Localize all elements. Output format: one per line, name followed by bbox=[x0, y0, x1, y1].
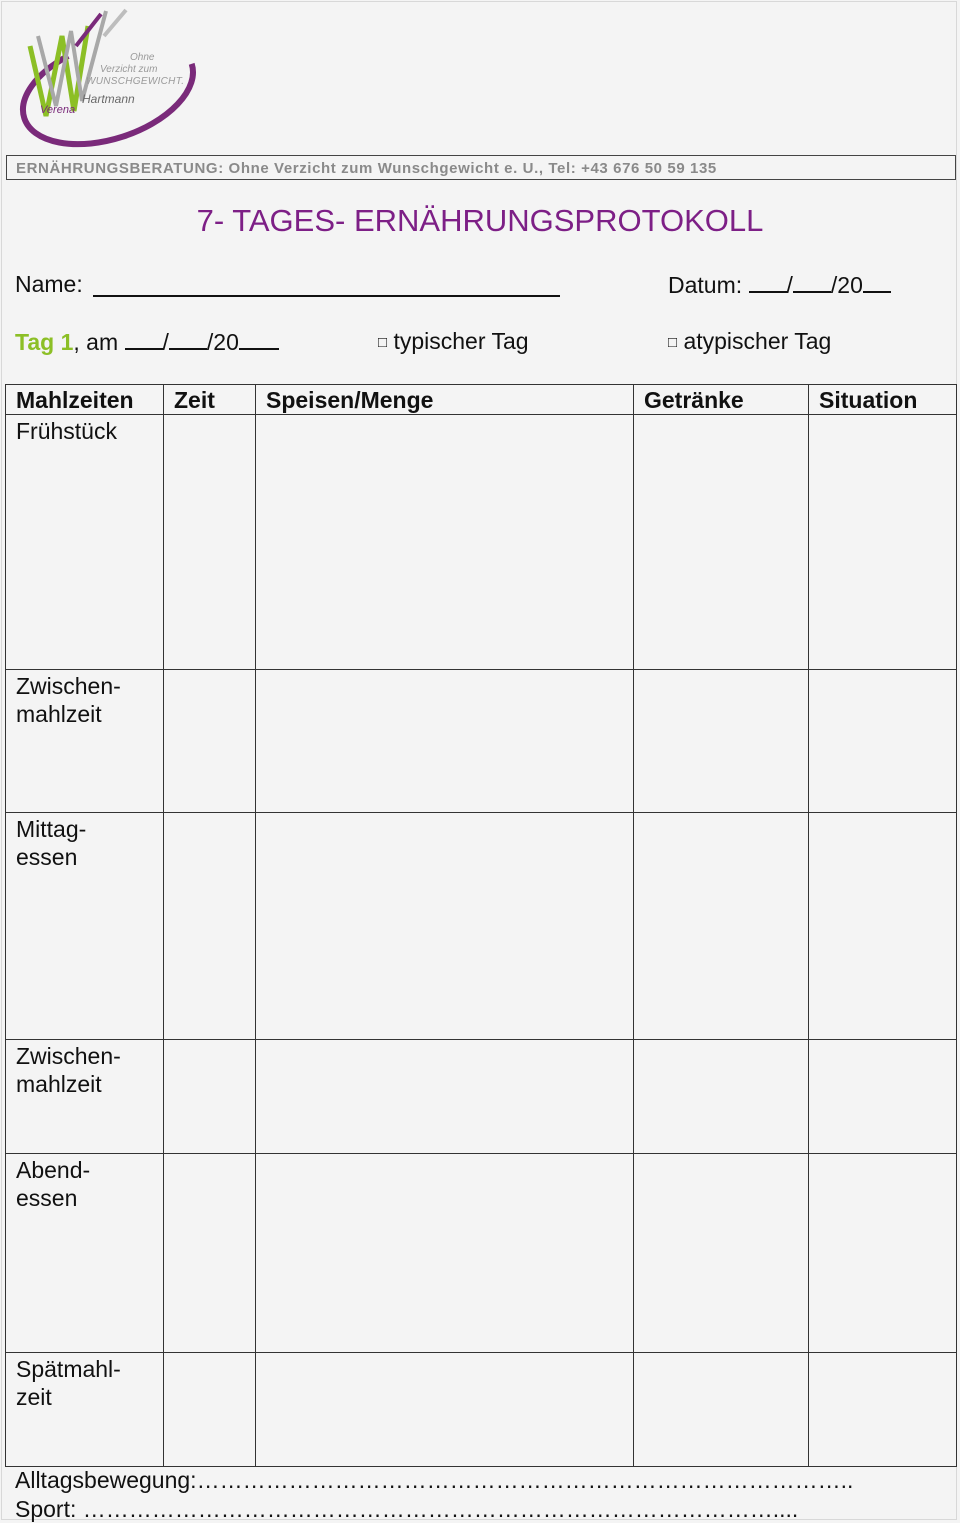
company-logo bbox=[16, 6, 206, 151]
situation-cell[interactable] bbox=[809, 415, 957, 670]
logo-text-hartmann: Hartmann bbox=[82, 92, 135, 106]
typical-day-option[interactable] bbox=[378, 328, 529, 355]
header-bar bbox=[6, 155, 956, 180]
datum-label: Datum: bbox=[668, 272, 743, 298]
column-header-zeit: Zeit bbox=[164, 385, 256, 415]
meal-label-line: essen bbox=[16, 844, 78, 870]
tag-year-blank[interactable] bbox=[239, 328, 279, 350]
drink-cell[interactable] bbox=[634, 1154, 809, 1353]
name-field-line[interactable] bbox=[93, 295, 560, 297]
datum-separator-1: / bbox=[786, 272, 793, 298]
table-row bbox=[6, 1353, 957, 1467]
food-cell[interactable] bbox=[256, 813, 634, 1040]
meal-label-line: mahlzeit bbox=[16, 701, 102, 727]
meal-label-line: Spätmahl- bbox=[16, 1356, 121, 1382]
situation-cell[interactable] bbox=[809, 1353, 957, 1467]
meal-label-zwischenmahlzeit-2 bbox=[6, 1040, 164, 1154]
table-header-row bbox=[6, 385, 957, 415]
time-cell[interactable] bbox=[164, 670, 256, 813]
tag-month-blank[interactable] bbox=[169, 328, 207, 350]
drink-cell[interactable] bbox=[634, 1040, 809, 1154]
header-text: ERNÄHRUNGSBERATUNG: Ohne Verzicht zum Wunschgewicht e. U., Tel: +43 676 50 59 135 bbox=[16, 160, 717, 177]
checkbox-icon[interactable]: □ bbox=[668, 334, 678, 351]
drink-cell[interactable] bbox=[634, 670, 809, 813]
datum-row bbox=[668, 271, 891, 299]
situation-cell[interactable] bbox=[809, 813, 957, 1040]
food-cell[interactable] bbox=[256, 1154, 634, 1353]
tag-am-text: , am bbox=[73, 329, 125, 355]
meal-label-line: mahlzeit bbox=[16, 1071, 102, 1097]
atypical-day-option[interactable] bbox=[668, 328, 831, 355]
logo-text-verena: Verena bbox=[40, 104, 76, 116]
datum-separator-2: /20 bbox=[830, 272, 863, 298]
time-cell[interactable] bbox=[164, 813, 256, 1040]
drink-cell[interactable] bbox=[634, 813, 809, 1040]
drink-cell[interactable] bbox=[634, 1353, 809, 1467]
meal-label-line: zeit bbox=[16, 1384, 52, 1410]
column-header-situation: Situation bbox=[809, 385, 957, 415]
meal-label-line: Abend- bbox=[16, 1157, 91, 1183]
table-row bbox=[6, 1040, 957, 1154]
column-header-mahlzeiten: Mahlzeiten bbox=[6, 385, 164, 415]
table-row bbox=[6, 670, 957, 813]
time-cell[interactable] bbox=[164, 1353, 256, 1467]
datum-month-blank[interactable] bbox=[793, 271, 831, 293]
meal-label-abendessen bbox=[6, 1154, 164, 1353]
checkbox-icon[interactable]: □ bbox=[378, 334, 388, 351]
meal-protocol-table bbox=[5, 384, 957, 1467]
meal-label-zwischenmahlzeit-1 bbox=[6, 670, 164, 813]
food-cell[interactable] bbox=[256, 415, 634, 670]
atypical-day-label: atypischer Tag bbox=[683, 328, 832, 354]
sport-line[interactable]: Sport: ……………………………………………………………………………….... bbox=[15, 1496, 799, 1522]
datum-year-blank[interactable] bbox=[863, 271, 891, 293]
datum-day-blank[interactable] bbox=[749, 271, 787, 293]
name-label: Name: bbox=[15, 271, 83, 297]
time-cell[interactable] bbox=[164, 1040, 256, 1154]
alltagsbewegung-line[interactable]: Alltagsbewegung:………………………………………………………………………….. bbox=[15, 1467, 854, 1493]
table-row bbox=[6, 415, 957, 670]
typical-day-label: typischer Tag bbox=[393, 328, 529, 354]
food-cell[interactable] bbox=[256, 1040, 634, 1154]
meal-label-fruehstueck bbox=[6, 415, 164, 670]
tag-day-blank[interactable] bbox=[125, 328, 163, 350]
meal-label-spaetmahlzeit bbox=[6, 1353, 164, 1467]
drink-cell[interactable] bbox=[634, 415, 809, 670]
logo-text-wunschgewicht: WUNSCHGEWICHT. bbox=[86, 76, 185, 87]
food-cell[interactable] bbox=[256, 670, 634, 813]
situation-cell[interactable] bbox=[809, 670, 957, 813]
time-cell[interactable] bbox=[164, 415, 256, 670]
situation-cell[interactable] bbox=[809, 1040, 957, 1154]
page-title: 7- TAGES- ERNÄHRUNGSPROTOKOLL bbox=[196, 203, 764, 238]
table-row bbox=[6, 813, 957, 1040]
situation-cell[interactable] bbox=[809, 1154, 957, 1353]
meal-label-line: Frühstück bbox=[16, 418, 117, 444]
tag-row bbox=[15, 328, 279, 356]
logo-text-ohne: Ohne bbox=[130, 52, 155, 63]
logo-text-verzicht: Verzicht zum bbox=[100, 64, 158, 75]
meal-label-line: essen bbox=[16, 1185, 78, 1211]
table-row bbox=[6, 1154, 957, 1353]
column-header-getraenke: Getränke bbox=[634, 385, 809, 415]
column-header-speisen: Speisen/Menge bbox=[256, 385, 634, 415]
food-cell[interactable] bbox=[256, 1353, 634, 1467]
tag-label: Tag 1 bbox=[15, 329, 74, 355]
time-cell[interactable] bbox=[164, 1154, 256, 1353]
meal-label-line: Zwischen- bbox=[16, 1043, 121, 1069]
meal-label-mittagessen bbox=[6, 813, 164, 1040]
meal-label-line: Mittag- bbox=[16, 816, 87, 842]
tag-separator-2: /20 bbox=[206, 329, 239, 355]
meal-label-line: Zwischen- bbox=[16, 673, 121, 699]
tag-separator-1: / bbox=[162, 329, 169, 355]
